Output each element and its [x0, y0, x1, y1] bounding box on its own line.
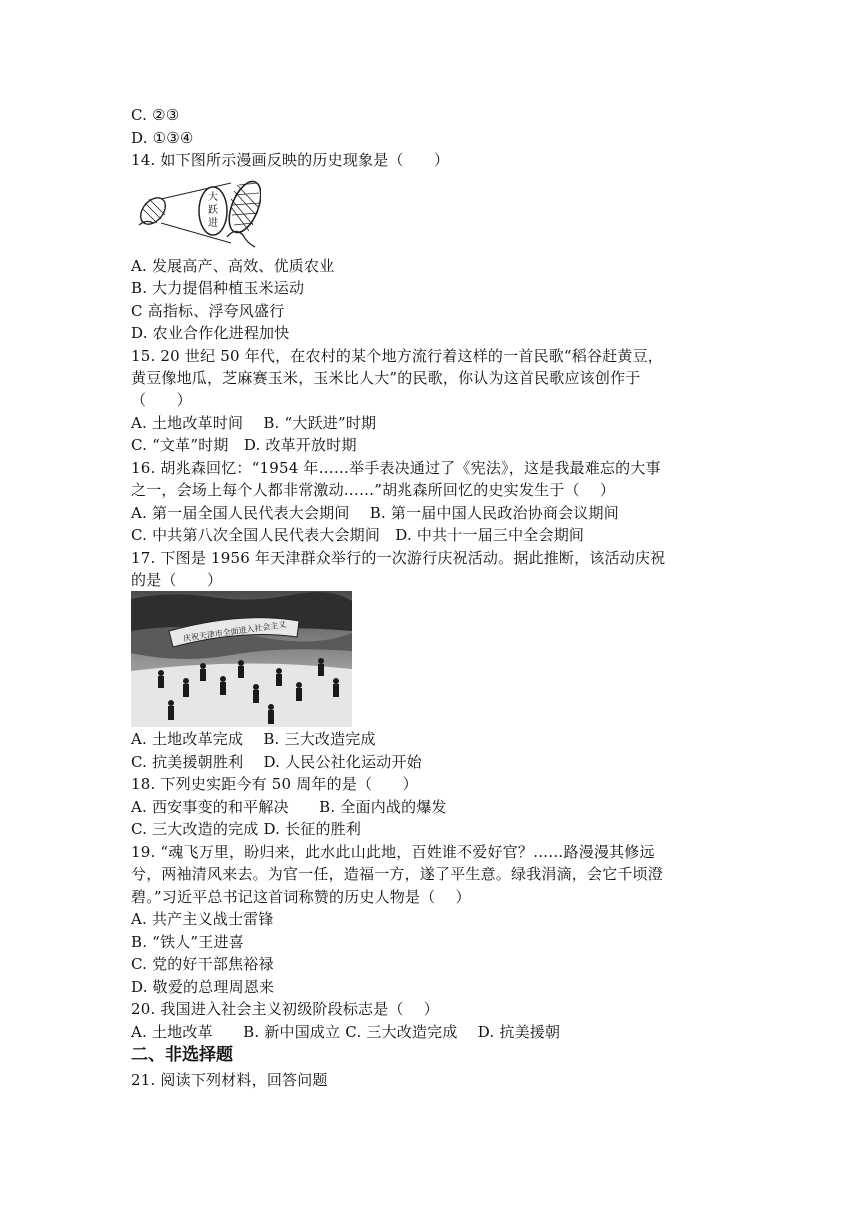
- q13-option-d: D. ①③④: [131, 129, 194, 147]
- q20-options: A. 土地改革 B. 新中国成立 C. 三大改造完成 D. 抗美援朝: [131, 1023, 561, 1041]
- q14-option-a: A. 发展高产、高效、优质农业: [131, 257, 335, 275]
- q14-option-d: D. 农业合作化进程加快: [131, 324, 290, 342]
- cartoon-label-2: 跃: [208, 205, 218, 216]
- q19-option-a: A. 共产主义战士雷锋: [131, 910, 274, 928]
- q14-stem: 14. 如下图所示漫画反映的历史现象是（ ）: [131, 151, 450, 169]
- q14-option-c: C 高指标、浮夸风盛行: [131, 302, 285, 320]
- cartoon-label-3: 进: [208, 218, 218, 229]
- q14-option-b: B. 大力提倡种植玉米运动: [131, 279, 305, 297]
- q21-stem: 21. 阅读下列材料，回答问题: [131, 1071, 328, 1089]
- q15-stem-line1: 15. 20 世纪 50 年代，在农村的某个地方流行着这样的一首民歌“稻谷赶黄豆，: [131, 347, 663, 365]
- q19-stem-line2: 兮，两袖清风来去。为官一任，造福一方，遂了平生意。绿我涓滴，会它千顷澄: [131, 865, 664, 883]
- q18-options-ab: A. 西安事变的和平解决 B. 全面内战的爆发: [131, 798, 447, 816]
- q17-stem-line2: 的是（ ）: [131, 571, 223, 589]
- q18-stem: 18. 下列史实距今有 50 周年的是（ ）: [131, 775, 418, 793]
- q16-stem-line1: 16. 胡兆森回忆：“1954 年……举手表决通过了《宪法》，这是我最难忘的大事: [131, 459, 661, 477]
- section-heading: 二、非选择题: [131, 1045, 233, 1065]
- q19-stem-line3: 碧。”习近平总书记这首词称赞的历史人物是（ ）: [131, 888, 471, 906]
- cartoon-label-1: 大: [208, 192, 218, 203]
- q17-stem-line1: 17. 下图是 1956 年天津群众举行的一次游行庆祝活动。据此推断，该活动庆祝: [131, 549, 666, 567]
- q17-options-cd: C. 抗美援朝胜利 D. 人民公社化运动开始: [131, 753, 422, 771]
- q20-stem: 20. 我国进入社会主义初级阶段标志是（ ）: [131, 1000, 439, 1018]
- q19-option-c: C. 党的好干部焦裕禄: [131, 955, 274, 973]
- q19-option-b: B. “铁人”王进喜: [131, 933, 244, 951]
- q13-option-c: C. ②③: [131, 106, 180, 124]
- q19-option-d: D. 敬爱的总理周恩来: [131, 978, 275, 996]
- q15-options-ab: A. 土地改革时间 B. “大跃进”时期: [131, 414, 377, 432]
- big-corn-icon: [223, 177, 261, 247]
- q19-stem-line1: 19. “魂飞万里，盼归来，此水此山此地，百姓谁不爱好官？……路漫漫其修远: [131, 843, 655, 861]
- q17-options-ab: A. 土地改革完成 B. 三大改造完成: [131, 730, 376, 748]
- q18-options-cd: C. 三大改造的完成 D. 长征的胜利: [131, 820, 362, 838]
- cartoon-corn-image: [131, 173, 261, 251]
- banner-text: 庆祝天津市全面进入社会主义: [182, 619, 287, 644]
- q15-stem-line2: 黄豆像地瓜，芝麻赛玉米，玉米比人大”的民歌，你认为这首民歌应该创作于: [131, 369, 641, 387]
- q15-stem-line3: （ ）: [131, 391, 192, 409]
- q16-stem-line2: 之一，会场上每个人都非常激动……”胡兆森所回忆的史实发生于（ ）: [131, 481, 616, 499]
- parade-photo: [131, 591, 352, 727]
- q15-options-cd: C. “文革”时期 D. 改革开放时期: [131, 436, 357, 454]
- q16-options-cd: C. 中共第八次全国人民代表大会期间 D. 中共十一届三中全会期间: [131, 526, 585, 544]
- q16-options-ab: A. 第一届全国人民代表大会期间 B. 第一届中国人民政治协商会议期间: [131, 504, 619, 522]
